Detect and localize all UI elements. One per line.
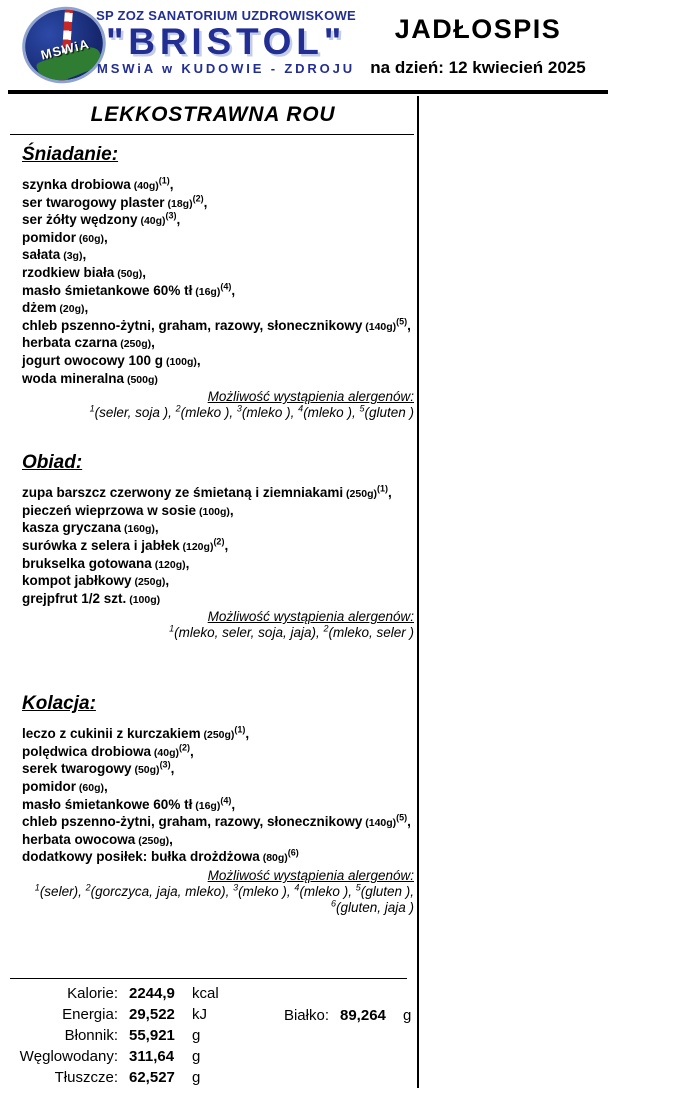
- menu-item-weight: (40g): [137, 215, 166, 228]
- document-title: JADŁOSPIS: [394, 14, 562, 44]
- menu-item-separator: ,: [190, 743, 194, 759]
- menu-item-separator: ,: [169, 831, 173, 847]
- menu-item-name: surówka z selera i jabłek: [22, 537, 180, 553]
- menu-item-name: sałata: [22, 247, 61, 263]
- nutrition-row: [10, 1027, 408, 1048]
- menu-item-name: brukselka gotowana: [22, 555, 152, 571]
- menu-item: [22, 726, 416, 744]
- menu-item-separator: ,: [229, 502, 234, 518]
- menu-item: [22, 335, 416, 353]
- meal-section: [10, 452, 416, 641]
- nutrition-value: 62,527: [129, 1069, 175, 1086]
- menu-item: [22, 247, 416, 265]
- nutrition-divider: [10, 978, 407, 979]
- menu-item-weight: (50g): [114, 267, 143, 280]
- menu-item: [22, 177, 416, 195]
- menu-item-allergen-ref: (2): [213, 536, 225, 547]
- menu-item-weight: (100g): [196, 505, 230, 518]
- nutrition-protein: [273, 1007, 411, 1024]
- nutrition-label: Węglowodany:: [19, 1048, 118, 1065]
- menu-item-name: dodatkowy posiłek: bułka drożdżowa: [22, 849, 260, 865]
- menu-item-name: polędwica drobiowa: [22, 743, 152, 759]
- nutrition-row: [10, 1069, 408, 1090]
- menu-item-weight: (3g): [60, 250, 83, 263]
- nutrition-unit: g: [192, 1048, 201, 1065]
- menu-item-name: chleb pszenno-żytni, graham, razowy, słonecznikowy: [22, 317, 363, 333]
- document-date: na dzień: 12 kwiecień 2025: [370, 58, 586, 77]
- menu-item-name: ser twarogowy plaster: [22, 194, 165, 210]
- menu-item-allergen-ref: (4): [220, 795, 232, 806]
- nutrition-value: 2244,9: [129, 985, 175, 1002]
- nutrition-label: Błonnik:: [64, 1027, 118, 1044]
- menu-item: [22, 318, 416, 336]
- menu-item: [22, 265, 416, 283]
- menu-item-weight: (250g): [200, 729, 235, 742]
- menu-item-allergen-ref: (2): [192, 193, 204, 204]
- brand-name: "BRISTOL": [105, 21, 347, 62]
- meal-sections: [10, 144, 416, 916]
- menu-item: [22, 779, 416, 797]
- menu-item-weight: (140g): [362, 817, 397, 830]
- menu-content: [10, 96, 416, 1106]
- allergen-note: [22, 609, 416, 641]
- menu-item-weight: (120g): [179, 540, 214, 553]
- diet-title: LEKKOSTRAWNA ROU: [90, 103, 336, 126]
- menu-item-separator: ,: [231, 796, 236, 812]
- menu-item-weight: (18g): [164, 197, 193, 210]
- nutrition-value: 55,921: [129, 1027, 175, 1044]
- nutrition-label: Kalorie:: [67, 985, 118, 1002]
- menu-item-allergen-ref: (1): [376, 483, 388, 494]
- menu-item-separator: ,: [82, 247, 87, 263]
- menu-item: [22, 849, 416, 867]
- menu-item: [22, 503, 416, 521]
- organization-name: SP ZOZ SANATORIUM UZDROWISKOWE: [96, 8, 356, 23]
- menu-item-allergen-ref: (1): [158, 175, 170, 186]
- menu-item-name: leczo z cukinii z kurczakiem: [22, 726, 201, 742]
- menu-item-weight: (16g): [192, 285, 221, 298]
- document-title-block: [357, 14, 599, 78]
- menu-item-name: jogurt owocowy 100 g: [22, 352, 164, 368]
- menu-item-allergen-ref: (3): [159, 759, 171, 770]
- menu-item-separator: ,: [245, 726, 250, 742]
- nutrition-label: Białko:: [283, 1007, 329, 1024]
- menu-item-name: masło śmietankowe 60% tł: [22, 796, 193, 812]
- menu-item-separator: ,: [84, 300, 89, 316]
- logo-mswia-text: MSWiA: [39, 36, 91, 63]
- allergen-detail-line: $^1$(mleko, seler, soja, jaja), $^2$(mleko, seler ): [169, 623, 414, 641]
- allergen-header: Możliwość wystąpienia alergenów:: [207, 609, 414, 625]
- menu-item: [22, 591, 416, 609]
- menu-item-separator: ,: [176, 212, 181, 228]
- meal-item-list: [22, 177, 416, 388]
- meal-section: [10, 144, 416, 421]
- nutrition-label: Tłuszcze:: [54, 1069, 118, 1086]
- allergen-note: [22, 868, 416, 916]
- menu-item: [22, 371, 416, 389]
- menu-item-name: szynka drobiowa: [22, 177, 131, 192]
- menu-item-allergen-ref: (4): [220, 281, 232, 292]
- menu-item-weight: (140g): [362, 320, 397, 333]
- menu-item-weight: (60g): [76, 782, 105, 795]
- nutrition-unit: kcal: [192, 985, 219, 1002]
- menu-item-name: chleb pszenno-żytni, graham, razowy, słonecznikowy: [22, 814, 363, 830]
- nutrition-value: 89,264: [340, 1007, 386, 1024]
- menu-item-weight: (50g): [131, 764, 160, 777]
- allergen-lines: [22, 625, 414, 641]
- meal-heading: Śniadanie:: [22, 144, 119, 165]
- nutrition-label: Energia:: [62, 1006, 118, 1023]
- menu-item-name: herbata owocowa: [22, 831, 136, 847]
- menu-item-name: kompot jabłkowy: [22, 573, 132, 589]
- menu-item-separator: ,: [203, 194, 208, 210]
- menu-item-separator: ,: [165, 573, 170, 589]
- menu-item: [22, 797, 416, 815]
- allergen-lines: [22, 884, 414, 916]
- menu-item-separator: ,: [231, 282, 236, 298]
- menu-item-name: herbata czarna: [22, 335, 118, 351]
- nutrition-summary: [10, 978, 412, 1090]
- menu-item-allergen-ref: (3): [165, 210, 177, 221]
- nutrition-unit: g: [403, 1007, 412, 1024]
- title-divider: [10, 134, 414, 135]
- menu-item: [22, 485, 416, 503]
- menu-item-weight: (500g): [124, 373, 158, 386]
- header-divider: [8, 90, 608, 94]
- menu-item: [22, 556, 416, 574]
- menu-item-weight: (20g): [56, 303, 85, 316]
- menu-item-separator: ,: [407, 814, 411, 830]
- menu-item-name: pieczeń wieprzowa w sosie: [22, 502, 197, 518]
- menu-item-separator: ,: [104, 229, 108, 245]
- meal-heading: Obiad:: [22, 452, 83, 474]
- menu-item-weight: (250g): [135, 834, 170, 847]
- menu-item-name: serek twarogowy: [22, 761, 132, 777]
- menu-item: [22, 195, 416, 213]
- nutrition-value: 311,64: [129, 1048, 175, 1065]
- menu-item-separator: ,: [154, 520, 159, 536]
- nutrition-row: [10, 1048, 408, 1069]
- allergen-header: Możliwość wystąpienia alergenów:: [207, 389, 414, 405]
- menu-item: [22, 353, 416, 371]
- menu-item: [22, 300, 416, 318]
- menu-item-allergen-ref: (5): [396, 316, 408, 327]
- menu-item-allergen-ref: (5): [396, 812, 408, 823]
- menu-item: [22, 573, 416, 591]
- menu-item: [22, 230, 416, 248]
- menu-item-weight: (250g): [343, 488, 377, 501]
- menu-item: [22, 832, 416, 850]
- menu-item-name: woda mineralna: [22, 370, 125, 386]
- nutrition-value: 29,522: [129, 1006, 175, 1023]
- allergen-detail-line: $^1$(seler, soja ), $^2$(mleko ), $^3$(mleko ), $^4$(mleko ), $^5$(gluten ): [89, 403, 414, 421]
- menu-item-separator: ,: [387, 485, 392, 501]
- menu-item-separator: ,: [151, 335, 155, 351]
- menu-item: [22, 520, 416, 538]
- document-header: [0, 0, 692, 92]
- allergen-lines: [22, 405, 414, 421]
- nutrition-unit: g: [192, 1069, 201, 1086]
- menu-item: [22, 744, 416, 762]
- menu-item-separator: ,: [196, 352, 201, 368]
- column-divider: [417, 96, 419, 1088]
- menu-item-name: pomidor: [22, 229, 76, 245]
- menu-item-weight: (250g): [117, 338, 152, 351]
- menu-item-name: rzodkiew biała: [22, 264, 115, 280]
- brand-block: [80, 8, 372, 76]
- menu-item: [22, 814, 416, 832]
- menu-item-name: grejpfrut 1/2 szt.: [22, 590, 127, 606]
- menu-item: [22, 761, 416, 779]
- menu-item-weight: (160g): [121, 523, 155, 536]
- menu-item-separator: ,: [142, 264, 147, 280]
- menu-item-separator: ,: [185, 555, 190, 571]
- menu-item-weight: (16g): [192, 799, 221, 812]
- menu-item-allergen-ref: (6): [287, 847, 299, 858]
- menu-item-name: kasza gryczana: [22, 520, 122, 536]
- menu-item-weight: (120g): [151, 558, 186, 571]
- menu-item: [22, 538, 416, 556]
- meal-item-list: [22, 726, 416, 867]
- menu-item-allergen-ref: (1): [234, 724, 246, 735]
- menu-item-weight: (250g): [131, 576, 166, 589]
- menu-item: [22, 283, 416, 301]
- menu-item-name: masło śmietankowe 60% tł: [22, 282, 193, 298]
- brand-subtitle: MSWiA w KUDOWIE - ZDROJU: [97, 60, 355, 76]
- allergen-detail-line: $^1$(seler), $^2$(gorczyca, jaja, mleko), $^3$(mleko ), $^4$(mleko ), $^5$(gluten ),: [34, 882, 414, 900]
- menu-item-name: zupa barszcz czerwony ze śmietaną i ziemniakami: [22, 485, 344, 501]
- menu-item-name: pomidor: [22, 779, 76, 795]
- menu-item: [22, 212, 416, 230]
- menu-item-separator: ,: [170, 761, 175, 777]
- menu-item-name: ser żółty wędzony: [22, 212, 138, 228]
- allergen-header: Możliwość wystąpienia alergenów:: [207, 868, 414, 884]
- menu-item-weight: (60g): [76, 232, 105, 245]
- allergen-detail-line: $^6$(gluten, jaja ): [330, 898, 414, 916]
- menu-item-allergen-ref: (2): [179, 742, 191, 753]
- meal-section: [10, 693, 416, 916]
- menu-item-weight: (100g): [126, 593, 161, 606]
- nutrition-rows: [10, 985, 408, 1090]
- nutrition-row: [10, 985, 408, 1006]
- nutrition-unit: kJ: [192, 1006, 207, 1023]
- meal-item-list: [22, 485, 416, 608]
- menu-item-name: dżem: [22, 300, 57, 316]
- menu-item-separator: ,: [407, 317, 411, 333]
- meal-heading: Kolacja:: [22, 693, 96, 715]
- menu-item-separator: ,: [104, 779, 108, 795]
- menu-item-separator: ,: [224, 537, 229, 553]
- menu-item-weight: (40g): [130, 180, 159, 192]
- menu-item-weight: (100g): [163, 355, 197, 368]
- menu-item-weight: (80g): [259, 852, 288, 865]
- menu-item-separator: ,: [169, 177, 174, 192]
- menu-item-weight: (40g): [151, 746, 180, 759]
- nutrition-unit: g: [192, 1027, 201, 1044]
- allergen-note: [22, 389, 416, 421]
